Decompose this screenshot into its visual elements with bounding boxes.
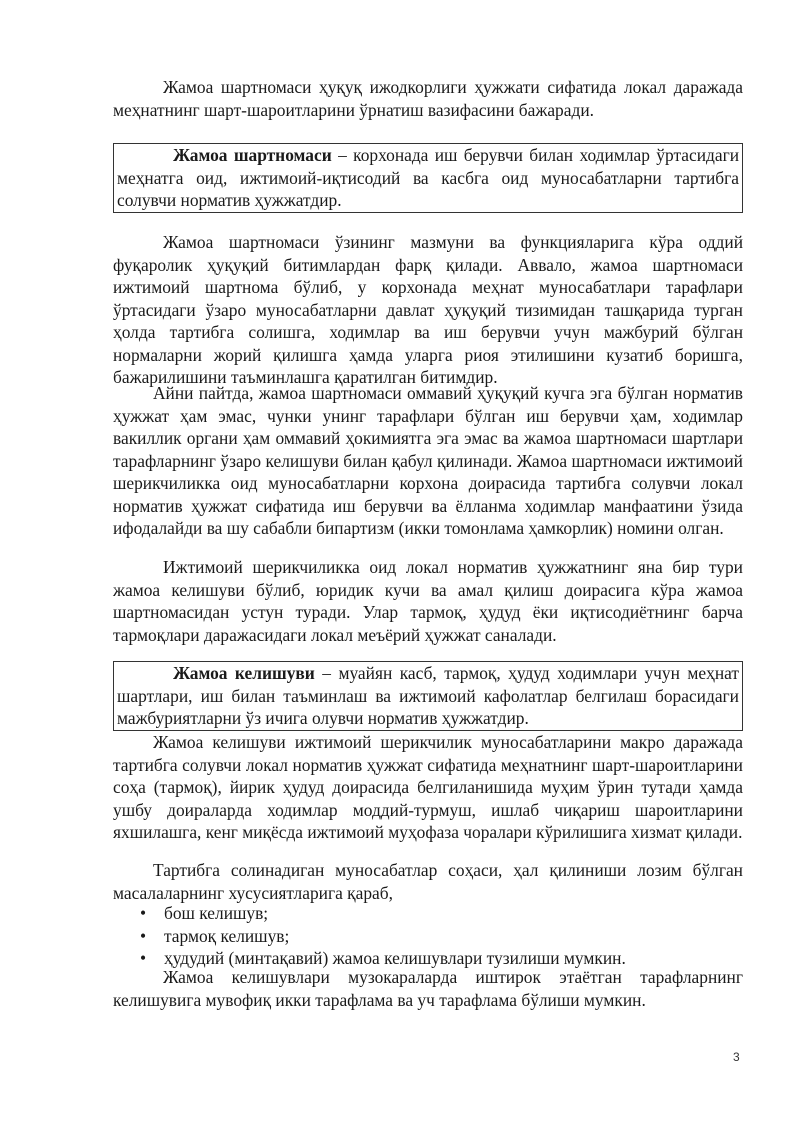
paragraph-collective-accord: Ижтимоий шерикчиликка оид локал норматив ҳужжатнинг яна бир тури жамоа келишуви бўлиб, юридик кучи ва амал қилиш доирасига кўра жамоа шартномасидан устун туради. Улар тармоқ, ҳудуд ёки иқтисодиётнинг барча тармоқлари даражасидаги локал меъёрий ҳужжат саналади. <box>113 557 743 645</box>
definition-text: – корхонада иш берувчи билан ходимлар ўртасидаги меҳнатга оид, ижтимоий-иқтисодий ва касбга оид муносабатларни тартибга солувчи норматив ҳужжатдир. <box>117 145 740 210</box>
definition-term: Жамоа келишуви <box>173 663 315 683</box>
bullet-icon: • <box>140 903 147 923</box>
definition-term: Жамоа шартномаси <box>173 145 332 165</box>
bullet-icon: • <box>140 925 147 946</box>
definition-box-collective-accord <box>113 661 743 731</box>
paragraph-types-intro: Тартибга солинадиган муносабатлар соҳаси, ҳал қилиниши лозим бўлган масалаларнинг хусусиятларига қараб, <box>113 860 743 903</box>
definition-text: – муайян касб, тармоқ, ҳудуд ходимлари учун меҳнат шартлари, иш билан таъминлаш ва ижтимоий кафолатлар белгилаш борасидаги мажбуриятларни ўз ичига олувчи норматив ҳужжатдир. <box>117 663 739 728</box>
list-item: • тармоқ келишув; <box>140 925 290 946</box>
paragraph-macro-level: Жамоа келишуви ижтимоий шерикчилик муносабатларини макро даражада тартибга солувчи локал норматив ҳужжат сифатида меҳнатнинг шарт-шароитларини соҳа (тармоқ), йирик ҳудуд доирасида белгиланишида муҳим ўрин тутади ҳамда ушбу доираларда ходимлар моддий-турмуш, ишлаб чиқариш шароитларини яхшилашга, кенг миқёсда ижтимоий муҳофаза чоралари кўрилишига хизмат қилади. <box>113 732 743 842</box>
list-item: • ҳудудий (минтақавий) жамоа келишувлари тузилиши мумкин. <box>140 948 626 968</box>
definition-box-collective-agreement <box>113 143 743 213</box>
bullet-list <box>140 902 626 970</box>
paragraph-content-functions: Жамоа шартномаси ўзининг мазмуни ва функцияларига кўра оддий фуқаролик ҳуқуқий битимлардан фарқ қилади. Аввало, жамоа шартномаси ижтимоий шартнома бўлиб, у корхонада меҳнат муносабатлари тарафлари ўртасидаги ўзаро муносабатларни давлат ҳуқуқий тизимидан ташқарида турган ҳолда тартибга солишга, ходимлар ва иш берувчи учун мажбурий бўлган нормаларни жорий қилишга ҳамда уларга риоя этилишини кузатиб боришга, бажарилишини таъминлашга қаратилган битимдир. <box>113 232 743 387</box>
paragraph-bilateral-trilateral: Жамоа келишувлари музокараларда иштирок этаётган тарафларнинг келишувига мувофиқ икки тарафлама ва уч тарафлама бўлиши мумкин. <box>113 967 743 1010</box>
paragraph-intro: Жамоа шартномаси ҳуқуқ ижодкорлиги ҳужжати сифатида локал даражада меҳнатнинг шарт-шароитларини ўрнатиш вазифасини бажаради. <box>113 77 743 120</box>
paragraph-normative-status: Айни пайтда, жамоа шартномаси оммавий ҳуқуқий кучга эга бўлган норматив ҳужжат ҳам эмас, чунки унинг тарафлари бўлган иш берувчи ҳам, ходимлар вакиллик органи ҳам оммавий ҳокимиятга эга эмас ва жамоа шартномаси шартлари тарафларнинг ўзаро келишуви билан қабул қилинади. Жамоа шартномаси ижтимоий шерикчиликка оид муносабатларни корхона доирасида тартибга солувчи локал норматив ҳужжат сифатида иш берувчи ва ёлланма ходимлар манфаатини ўзида ифодалайди ва шу сабабли бипартизм (икки томонлама ҳамкорлик) номини олган. <box>113 383 743 538</box>
list-item: • бош келишув; <box>140 903 269 923</box>
bullet-icon: • <box>140 948 147 968</box>
page-number: 3 <box>733 1050 740 1064</box>
